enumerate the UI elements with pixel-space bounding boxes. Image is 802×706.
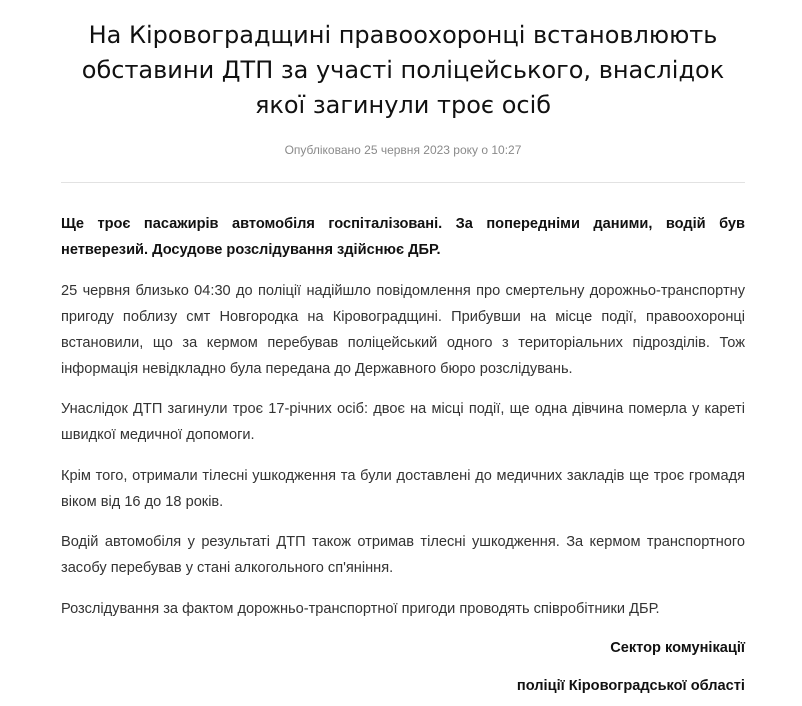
article-paragraph: Крім того, отримали тілесні ушкодження та були доставлені до медичних закладів ще троє громадя віком від 16 до 18 років. xyxy=(61,467,745,510)
publication-date: Опубліковано 25 червня 2023 року о 10:27 xyxy=(284,143,522,157)
article-paragraph: Унаслідок ДТП загинули троє 17-річних осіб: двоє на місці події, ще одна дівчина померла у кареті швидкої медичної допомоги. xyxy=(61,401,745,444)
article-title: На Кіровоградщині правоохоронці встановлюють обставини ДТП за участі поліцейського, внаслідок якої загинули троє осіб xyxy=(81,21,725,119)
article-lead: Ще троє пасажирів автомобіля госпіталізовані. За попередніми даними, водій був нетверезий. Досудове розслідування здійснює ДБР. xyxy=(61,216,745,258)
article xyxy=(61,0,745,696)
article-paragraph: Водій автомобіля у результаті ДТП також отримав тілесні ушкодження. За кермом транспортного засобу перебував у стані алкогольного сп'яніння. xyxy=(61,534,745,577)
signature-organization: поліції Кіровоградської області xyxy=(516,677,745,694)
signature-department: Сектор комунікації xyxy=(610,639,745,656)
article-paragraph: Розслідування за фактом дорожньо-транспортної пригоди проводять співробітники ДБР. xyxy=(61,600,660,617)
divider xyxy=(61,182,745,183)
article-paragraph: 25 червня близько 04:30 до поліції надійшло повідомлення про смертельну дорожньо-транспортну пригоду поблизу смт Новгородка на Кіровоградщині. Прибувши на місце події, правоохоронці встановили, що за кермом перебував поліцейський одного з територіальних підрозділів. Тож інформація невідкладно була передана до Державного бюро розслідувань. xyxy=(61,282,745,377)
